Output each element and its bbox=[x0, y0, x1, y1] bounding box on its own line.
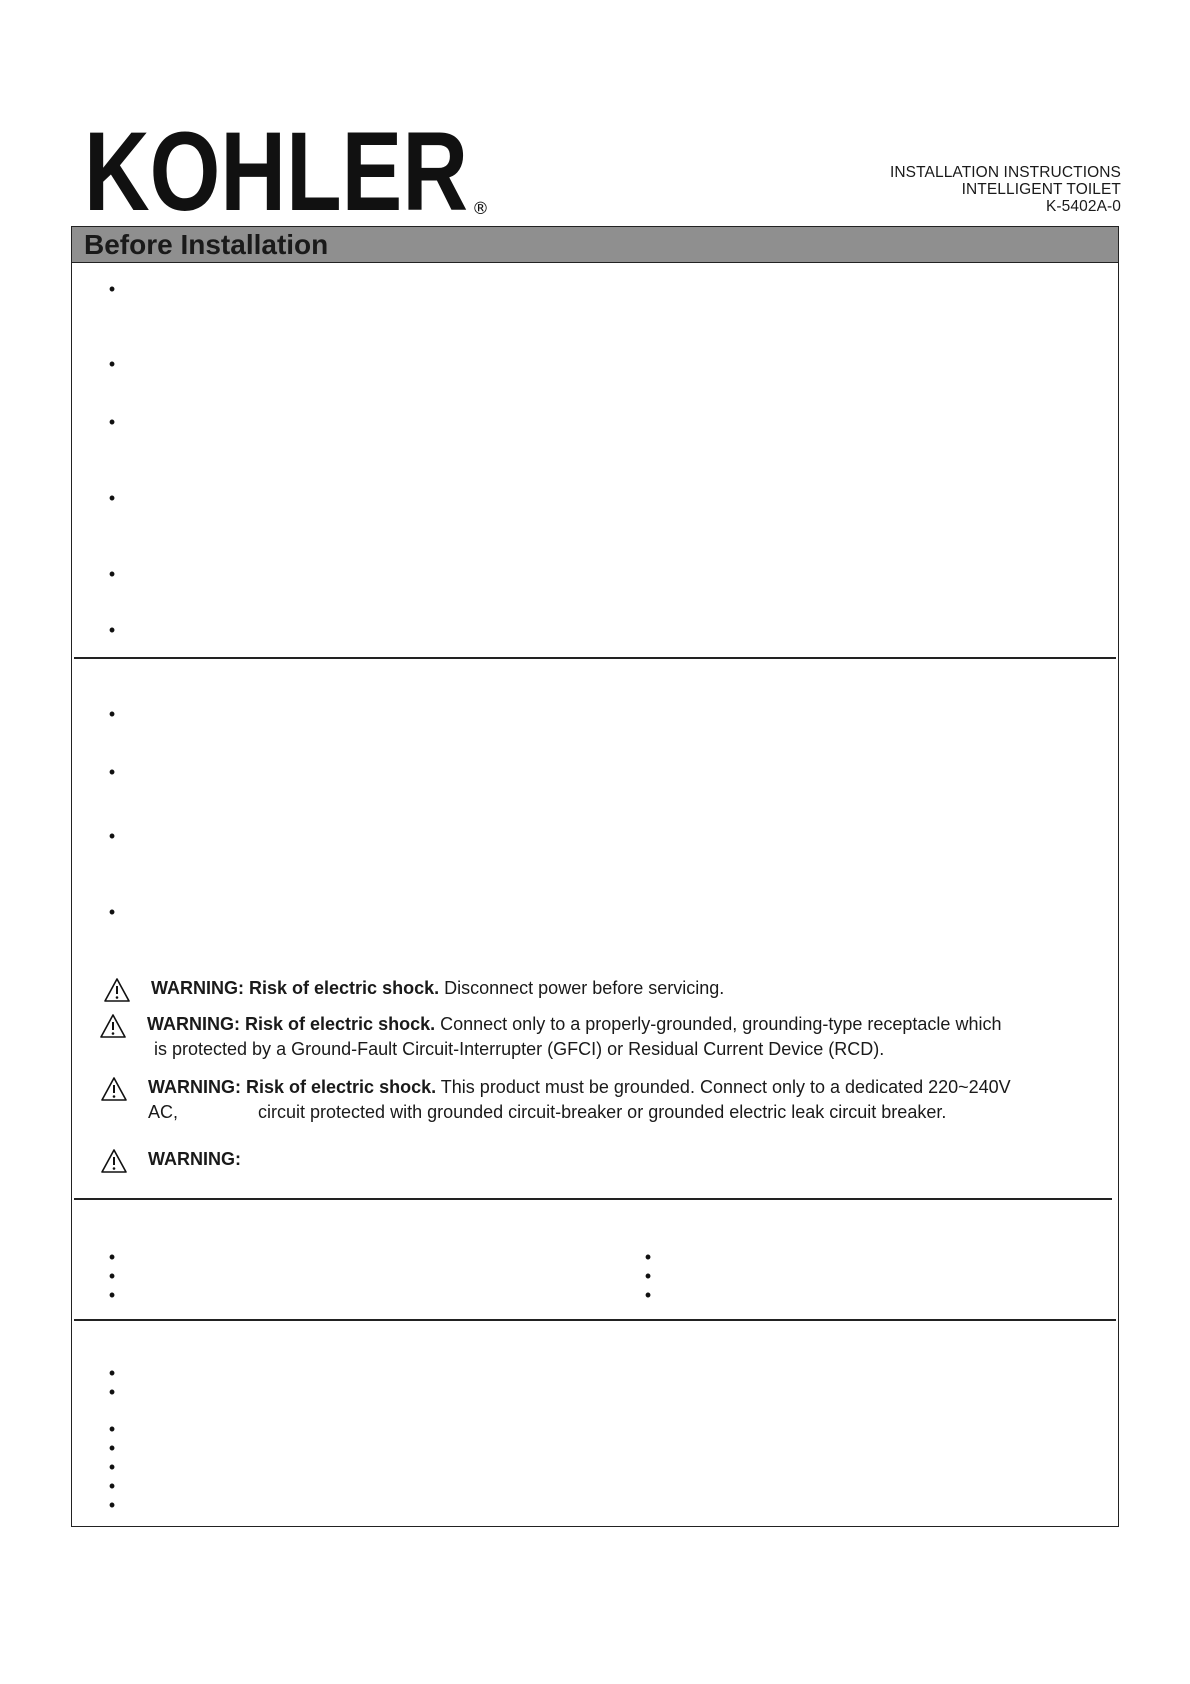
list-bullet bbox=[107, 1368, 117, 1378]
warning-text: Connect only to a properly-grounded, grounding-type receptacle which bbox=[440, 1014, 1002, 1034]
list-bullet bbox=[643, 1271, 653, 1281]
section-divider bbox=[74, 657, 1116, 659]
list-bullet bbox=[107, 417, 117, 427]
list-bullet bbox=[107, 493, 117, 503]
document-header bbox=[890, 164, 1121, 215]
warning-text-continued: circuit protected with grounded circuit-breaker or grounded electric leak circuit breaker. bbox=[258, 1102, 947, 1122]
list-bullet bbox=[107, 569, 117, 579]
list-bullet bbox=[107, 1481, 117, 1491]
warning-label: WARNING: bbox=[148, 1077, 241, 1097]
warning-risk: Risk of electric shock. bbox=[245, 1014, 436, 1034]
list-bullet bbox=[107, 625, 117, 635]
header-doc-type: INSTALLATION INSTRUCTIONS bbox=[889, 164, 1121, 181]
warning-grounded-receptacle bbox=[147, 1012, 1001, 1062]
section-divider bbox=[74, 1198, 1112, 1200]
list-bullet bbox=[107, 1424, 117, 1434]
warning-disconnect-power bbox=[151, 976, 724, 1001]
warning-text: Disconnect power before servicing. bbox=[444, 978, 725, 998]
list-bullet bbox=[107, 1271, 117, 1281]
header-model-number: K-5402A-0 bbox=[1045, 198, 1121, 215]
list-bullet bbox=[107, 767, 117, 777]
warning-text: This product must be grounded. Connect only to a dedicated 220~240V bbox=[440, 1077, 1011, 1097]
warning-triangle-icon bbox=[100, 1076, 128, 1102]
warning-risk: Risk of electric shock. bbox=[249, 978, 440, 998]
list-bullet bbox=[107, 1462, 117, 1472]
list-bullet bbox=[643, 1290, 653, 1300]
section-title-bar bbox=[72, 227, 1118, 263]
warning-triangle-icon bbox=[103, 977, 131, 1003]
warning-risk: Risk of electric shock. bbox=[246, 1077, 437, 1097]
registered-mark: ® bbox=[472, 199, 489, 219]
warning-dedicated-circuit bbox=[148, 1075, 1011, 1125]
list-bullet bbox=[107, 1500, 117, 1510]
warning-label: WARNING: bbox=[148, 1149, 241, 1169]
list-bullet bbox=[107, 709, 117, 719]
list-bullet bbox=[643, 1252, 653, 1262]
warning-general bbox=[148, 1147, 241, 1172]
kohler-logo bbox=[84, 124, 504, 224]
warning-text-continued: is protected by a Ground-Fault Circuit-Interrupter (GFCI) or Residual Current Device (RCD). bbox=[154, 1039, 885, 1059]
header-product: INTELLIGENT TOILET bbox=[961, 181, 1121, 198]
list-bullet bbox=[107, 359, 117, 369]
list-bullet bbox=[107, 1252, 117, 1262]
warning-label: WARNING: bbox=[151, 978, 244, 998]
instruction-frame bbox=[71, 226, 1119, 1527]
list-bullet bbox=[107, 907, 117, 917]
warning-label: WARNING: bbox=[147, 1014, 240, 1034]
warning-triangle-icon bbox=[100, 1148, 128, 1174]
list-bullet bbox=[107, 1387, 117, 1397]
section-title: Before Installation bbox=[84, 229, 329, 260]
section-divider bbox=[74, 1319, 1116, 1321]
list-bullet bbox=[107, 1290, 117, 1300]
logo-wordmark: KOHLER bbox=[84, 124, 468, 224]
list-bullet bbox=[107, 1443, 117, 1453]
warning-text-continued: AC, bbox=[148, 1102, 179, 1122]
list-bullet bbox=[107, 831, 117, 841]
list-bullet bbox=[107, 284, 117, 294]
warning-triangle-icon bbox=[99, 1013, 127, 1039]
